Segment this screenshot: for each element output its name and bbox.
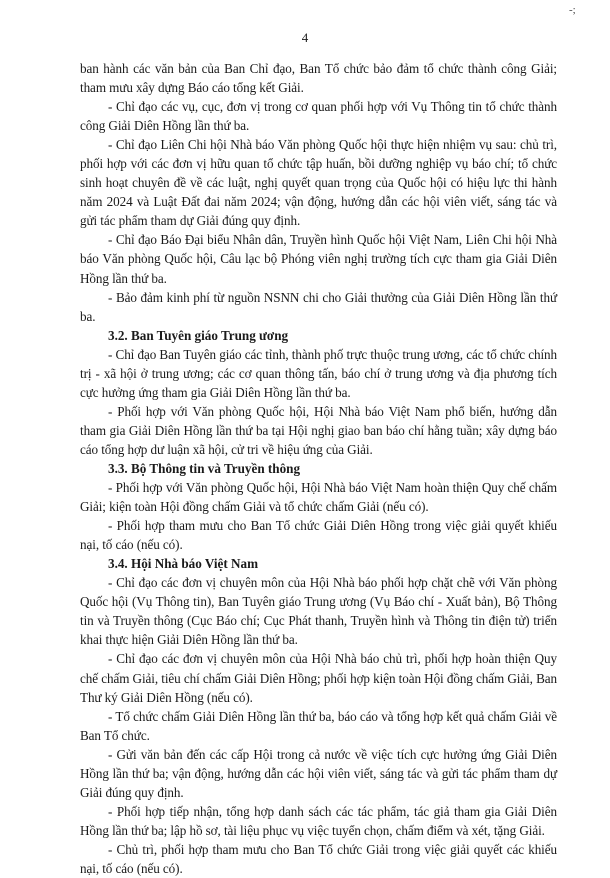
paragraph-hoi-nha-bao-1: - Chỉ đạo các đơn vị chuyên môn của Hội Nhà báo phối hợp chặt chẽ với Văn phòng Quốc hội (Vụ Thông tin), Ban Tuyên giáo Trung ương (Vụ Báo chí - Xuất bản), Bộ Thông tin và Truyền thông (Cục Báo chí; Cục Phát thanh, Truyền hình và Thông tin điện tử) triển khai thực hiện Giải Diên Hồng lần thứ ba. [80,575,557,648]
paragraph-hoi-nha-bao-2: - Chỉ đạo các đơn vị chuyên môn của Hội Nhà báo chủ trì, phối hợp hoàn thiện Quy chế chấm Giải, tiêu chí chấm Giải Diên Hồng; phối hợp kiện toàn Hội đồng chấm Giải, Ban Thư ký Giải Diên Hồng (nếu có). [80,651,557,705]
document-body [80,59,557,878]
paragraph-hoi-nha-bao-4: - Gửi văn bản đến các cấp Hội trong cả nước về việc tích cực hưởng ứng Giải Diên Hồng lần thứ ba; vận động, hướng dẫn các hội viên viết, sáng tác và gửi tác phẩm tham dự Giải đúng quy định. [80,746,557,800]
paragraph-tuyen-giao-2: - Phối hợp với Văn phòng Quốc hội, Hội Nhà báo Việt Nam phổ biến, hướng dẫn tham gia Giải Diên Hồng lần thứ ba tại Hội nghị giao ban báo chí hằng tuần; xây dựng báo cáo tổng hợp dư luận xã hội, cử tri về hiệu ứng của Giải. [80,403,557,457]
paragraph-kinh-phi: - Bảo đảm kinh phí từ nguồn NSNN chi cho Giải thưởng của Giải Diên Hồng lần thứ ba. [80,289,557,324]
section-heading-3-2: 3.2. Ban Tuyên giáo Trung ương [108,327,289,343]
section-heading-3-3: 3.3. Bộ Thông tin và Truyền thông [108,460,301,476]
section-heading-3-4: 3.4. Hội Nhà báo Việt Nam [108,556,259,572]
paragraph-continuation: ban hành các văn bản của Ban Chỉ đạo, Ban Tổ chức bảo đảm tổ chức thành công Giải; tham mưu xây dựng Báo cáo tổng kết Giải. [80,61,557,96]
paragraph-lien-chi-hoi: - Chỉ đạo Liên Chi hội Nhà báo Văn phòng Quốc hội thực hiện nhiệm vụ sau: chủ trì, phối hợp với các đơn vị hữu quan tổ chức tập huấn, bồi dưỡng nghiệp vụ báo chí; tổ chức sinh hoạt chuyên đề về các luật, nghị quyết quan trọng của Quốc hội có hiệu lực thi hành năm 2024 và Luật Đất đai năm 2024; vận động, hướng dẫn các hội viên viết, sáng tác và gửi tác phẩm tham dự Giải đúng quy định. [80,137,557,229]
paragraph-hoi-nha-bao-5: - Phối hợp tiếp nhận, tổng hợp danh sách các tác phẩm, tác giả tham gia Giải Diên Hồng lần thứ ba; lập hồ sơ, tài liệu phục vụ việc tuyển chọn, chấm điểm và xét, tặng Giải. [80,803,557,838]
paragraph-tttt-1: - Phối hợp với Văn phòng Quốc hội, Hội Nhà báo Việt Nam hoàn thiện Quy chế chấm Giải; kiện toàn Hội đồng chấm Giải và tổ chức chấm Giải (nếu có). [80,480,557,515]
corner-mark: -; [569,4,576,16]
paragraph-bao-dai-bieu: - Chỉ đạo Báo Đại biểu Nhân dân, Truyền hình Quốc hội Việt Nam, Liên Chi hội Nhà báo Văn phòng Quốc hội, Câu lạc bộ Phóng viên nghị trường tích cực tham gia Giải Diên Hồng lần thứ ba. [80,232,557,286]
paragraph-hoi-nha-bao-6: - Chủ trì, phối hợp tham mưu cho Ban Tổ chức Giải trong việc giải quyết các khiếu nại, tố cáo (nếu có). [80,841,557,876]
page-number: 4 [301,30,309,45]
paragraph-tuyen-giao-1: - Chỉ đạo Ban Tuyên giáo các tỉnh, thành phố trực thuộc trung ương, các tổ chức chính trị - xã hội ở trung ương; các cơ quan thông tấn, báo chí ở trung ương và địa phương tích cực hưởng ứng tham gia Giải Diên Hồng lần thứ ba. [80,346,557,400]
paragraph-vu-thong-tin: - Chỉ đạo các vụ, cục, đơn vị trong cơ quan phối hợp với Vụ Thông tin tổ chức thành công Giải Diên Hồng lần thứ ba. [80,99,557,134]
paragraph-tttt-2: - Phối hợp tham mưu cho Ban Tổ chức Giải Diên Hồng trong việc giải quyết khiếu nại, tố cáo (nếu có). [80,518,557,553]
paragraph-hoi-nha-bao-3: - Tổ chức chấm Giải Diên Hồng lần thứ ba, báo cáo và tổng hợp kết quả chấm Giải về Ban Tổ chức. [80,708,557,743]
